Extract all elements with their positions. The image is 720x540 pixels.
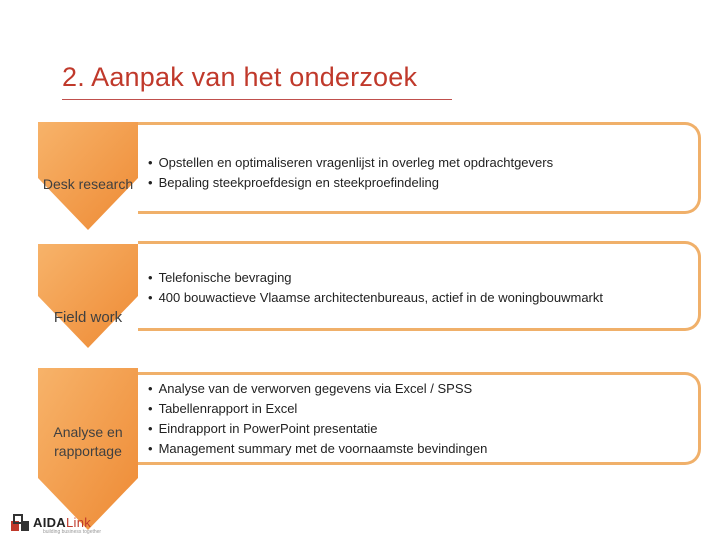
- logo-mark-icon: [10, 512, 30, 532]
- bullet-item: • Telefonische bevraging: [148, 268, 698, 288]
- logo-wordmark: AIDALink: [33, 514, 92, 530]
- bullet-item: • Tabellenrapport in Excel: [148, 399, 698, 419]
- chevron-field-work: [38, 244, 138, 348]
- stage-label-desk-research: Desk research: [42, 176, 134, 192]
- bullet-item: • Opstellen en optimaliseren vragenlijst in overleg met opdrachtgevers: [148, 153, 698, 173]
- bullet-item: • Eindrapport in PowerPoint presentatie: [148, 419, 698, 439]
- bullet-item: • Bepaling steekproefdesign en steekproefindeling: [148, 173, 698, 193]
- bullet-item: • 400 bouwactieve Vlaamse architectenbureaus, actief in de woningbouwmarkt: [148, 288, 698, 308]
- stage-box-field-work: [138, 241, 701, 331]
- logo-tagline: building business together: [43, 529, 102, 535]
- bullet-item: • Analyse van de verworven gegevens via Excel / SPSS: [148, 379, 698, 399]
- aidalink-logo: [10, 512, 102, 535]
- bullet-item: • Management summary met de voornaamste bevindingen: [148, 439, 698, 459]
- stage-label-field-work: Field work: [53, 309, 123, 326]
- stage-box-desk-research: [138, 122, 701, 214]
- stage-label-analyse-rapportage: Analyse en rapportage: [53, 424, 123, 459]
- slide-title: 2. Aanpak van het onderzoek: [62, 62, 418, 92]
- stage-box-analyse-rapportage: [138, 372, 701, 465]
